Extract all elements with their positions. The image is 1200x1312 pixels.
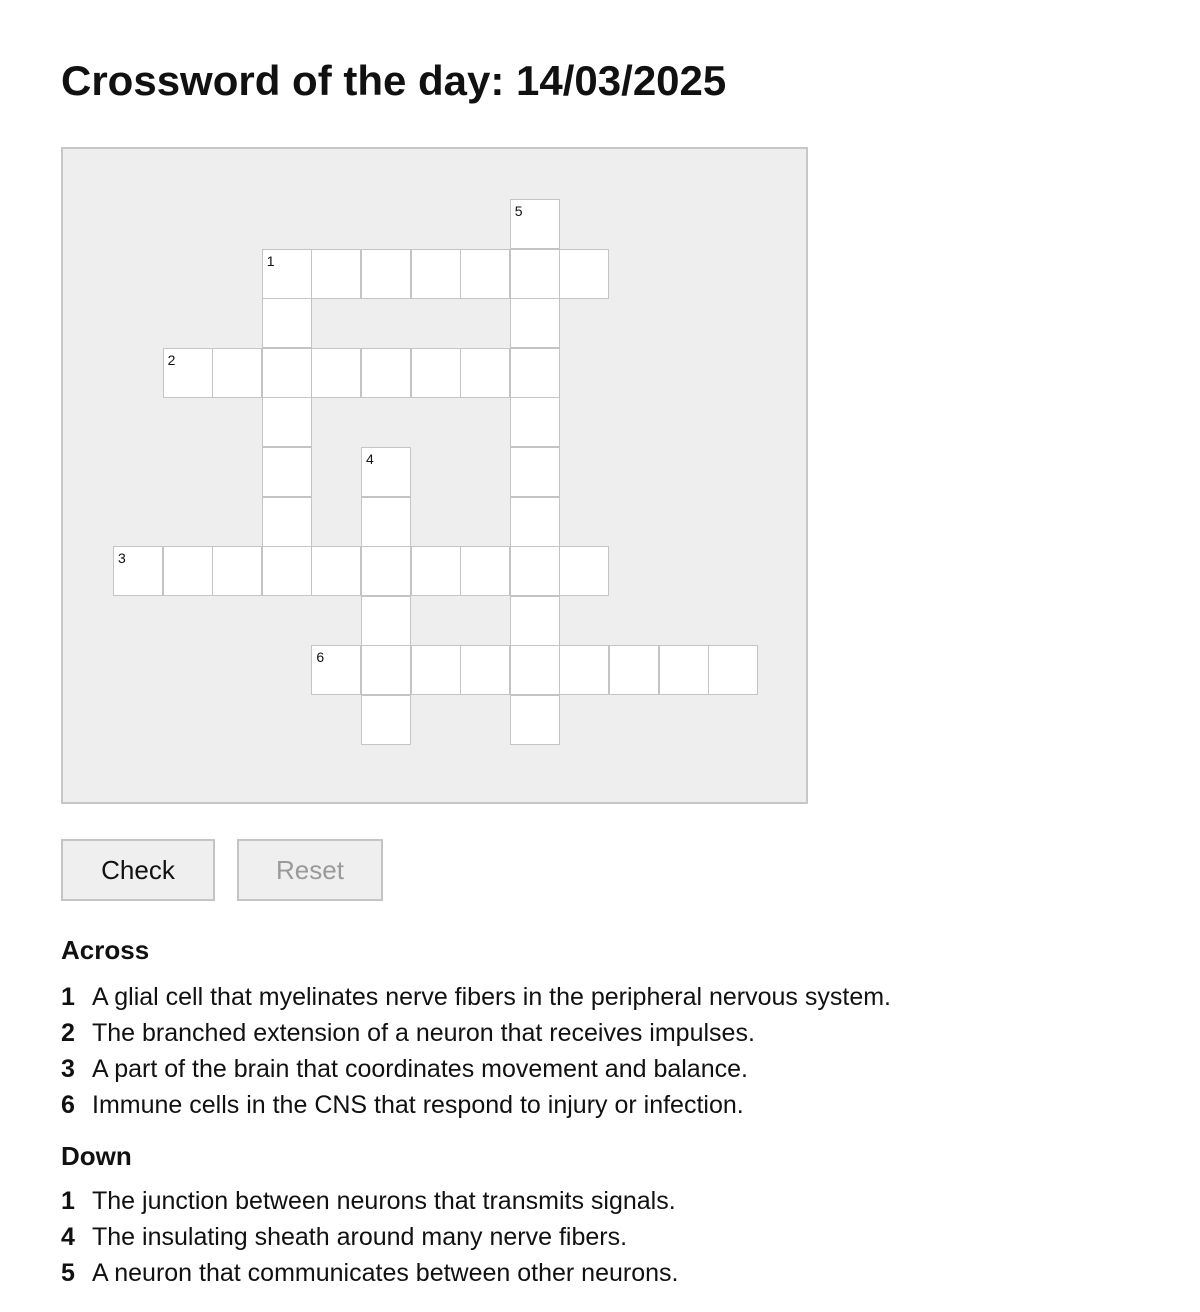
down-clue [61, 1219, 678, 1255]
crossword-cell[interactable] [510, 298, 560, 348]
crossword-cell[interactable] [510, 695, 560, 745]
crossword-cell[interactable] [708, 645, 758, 695]
clue-number-label: 4 [366, 451, 374, 467]
down-clue [61, 1255, 678, 1291]
crossword-cell[interactable] [361, 497, 411, 547]
crossword-cell[interactable] [262, 447, 312, 497]
crossword-cell[interactable] [411, 249, 461, 299]
across-heading: Across [61, 935, 150, 965]
crossword-cell[interactable] [262, 249, 312, 299]
crossword-cell[interactable] [262, 497, 312, 547]
crossword-cell[interactable] [212, 348, 262, 398]
clue-number: 1 [61, 983, 75, 1011]
crossword-cell[interactable] [361, 645, 411, 695]
clue-text: A part of the brain that coordinates movement and balance. [92, 1055, 748, 1083]
clue-number: 3 [61, 1055, 75, 1083]
clue-number: 4 [61, 1223, 75, 1251]
crossword-cell[interactable] [411, 546, 461, 596]
crossword-cell[interactable] [460, 645, 510, 695]
crossword-cell[interactable] [163, 546, 213, 596]
crossword-cell[interactable] [609, 645, 659, 695]
crossword-cell[interactable] [510, 397, 560, 447]
crossword-cell[interactable] [460, 546, 510, 596]
crossword-cell[interactable] [113, 546, 163, 596]
crossword-cell[interactable] [510, 645, 560, 695]
across-clue-list [61, 979, 891, 1123]
crossword-cell[interactable] [361, 447, 411, 497]
across-clue [61, 1015, 891, 1051]
crossword-cell[interactable] [411, 645, 461, 695]
crossword-cell[interactable] [510, 596, 560, 646]
down-clue-list [61, 1183, 678, 1291]
clue-number: 2 [61, 1019, 75, 1047]
down-heading: Down [61, 1141, 132, 1171]
crossword-cell[interactable] [311, 546, 361, 596]
clue-number-label: 1 [266, 252, 275, 269]
crossword-cell[interactable] [262, 298, 312, 348]
crossword-cell[interactable] [262, 348, 312, 398]
clue-number-label: 5 [514, 203, 523, 219]
crossword-cell[interactable] [361, 596, 411, 646]
clue-number-label: 6 [316, 649, 325, 666]
check-button[interactable]: Check [61, 839, 215, 901]
crossword-cell[interactable] [659, 645, 709, 695]
crossword-cell[interactable] [212, 546, 262, 596]
crossword-cell[interactable] [460, 249, 510, 299]
crossword-cell[interactable] [411, 348, 461, 398]
crossword-cell[interactable] [510, 348, 560, 398]
crossword-cell[interactable] [311, 348, 361, 398]
crossword-cell[interactable] [510, 447, 560, 497]
across-clue [61, 1087, 891, 1123]
crossword-cell[interactable] [510, 546, 560, 596]
crossword-cell[interactable] [510, 199, 560, 249]
crossword-cell[interactable] [361, 546, 411, 596]
crossword-cell[interactable] [510, 497, 560, 547]
crossword-cell[interactable] [311, 249, 361, 299]
crossword-cell[interactable] [460, 348, 510, 398]
clue-text: A glial cell that myelinates nerve fibers in the peripheral nervous system. [92, 983, 891, 1011]
clue-number: 5 [61, 1259, 75, 1287]
crossword-cell[interactable] [559, 546, 609, 596]
crossword-cell[interactable] [163, 348, 213, 398]
crossword-cell[interactable] [262, 546, 312, 596]
crossword-cell[interactable] [510, 249, 560, 299]
clue-text: The insulating sheath around many nerve fibers. [92, 1223, 628, 1251]
clue-number: 6 [61, 1091, 75, 1119]
clue-text: The junction between neurons that transmits signals. [92, 1187, 676, 1215]
crossword-cell[interactable] [559, 645, 609, 695]
crossword-grid [61, 147, 808, 804]
crossword-cell[interactable] [559, 249, 609, 299]
crossword-cell[interactable] [361, 348, 411, 398]
crossword-cell[interactable] [311, 645, 361, 695]
crossword-cell[interactable] [262, 397, 312, 447]
reset-button[interactable]: Reset [237, 839, 383, 901]
clue-number-label: 2 [167, 351, 176, 368]
across-clue [61, 1051, 891, 1087]
clue-number: 1 [61, 1187, 75, 1215]
clue-text: A neuron that communicates between other neurons. [92, 1259, 679, 1287]
down-clue [61, 1183, 678, 1219]
clue-text: The branched extension of a neuron that receives impulses. [92, 1019, 755, 1047]
crossword-cell[interactable] [361, 249, 411, 299]
clue-number-label: 3 [118, 550, 126, 567]
across-clue [61, 979, 891, 1015]
clue-text: Immune cells in the CNS that respond to injury or infection. [92, 1091, 744, 1119]
page-title: Crossword of the day: 14/03/2025 [61, 57, 727, 104]
crossword-cell[interactable] [361, 695, 411, 745]
